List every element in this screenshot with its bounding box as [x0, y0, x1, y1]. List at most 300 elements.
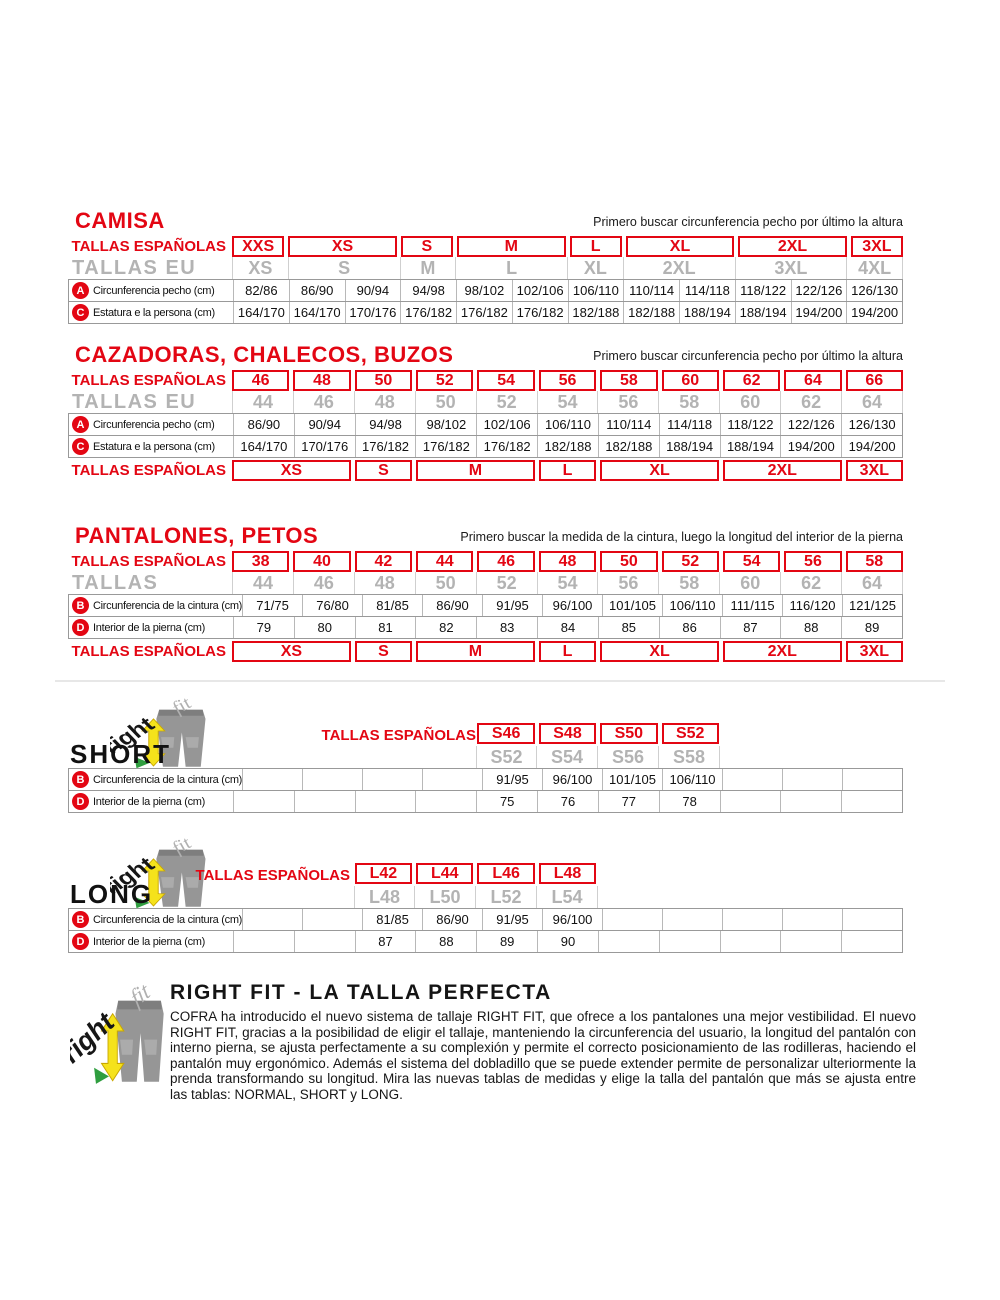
size-cell-es: 50 [600, 551, 657, 572]
value-cell [720, 931, 781, 952]
badge-d-icon: D [72, 793, 89, 810]
size-cell-eu: 60 [720, 572, 781, 594]
row-label-text: Interior de la pierna (cm) [93, 621, 206, 634]
value-cell [842, 909, 902, 930]
size-cell-es: XXS [232, 236, 284, 257]
value-cell [302, 909, 362, 930]
value-cell: 87 [355, 931, 416, 952]
value-cell [422, 769, 482, 790]
badge-a-icon: A [72, 416, 89, 433]
row-label-text: Circunferencia pecho (cm) [93, 284, 215, 297]
values-row [233, 436, 902, 457]
camisa-title: CAMISA [75, 208, 165, 233]
size-cell-eu: 56 [598, 391, 659, 413]
row-label-text: Circunferencia pecho (cm) [93, 418, 215, 431]
camisa-eu-row [68, 257, 903, 279]
pantalones-eu-sizes [232, 572, 903, 594]
values-row [233, 414, 902, 435]
value-cell: 98/102 [415, 414, 476, 435]
section-divider [55, 680, 945, 682]
value-cell [233, 791, 294, 812]
size-cell-eu: 64 [842, 391, 903, 413]
size-cell-eu: M [401, 257, 457, 279]
section-short [0, 695, 1000, 825]
size-cell-es: 56 [784, 551, 841, 572]
value-cell: 188/194 [659, 436, 720, 457]
row-label-text: Circunferencia de la cintura (cm) [93, 913, 243, 926]
value-cell [242, 769, 302, 790]
cazadoras-eu-row [68, 391, 903, 413]
pantalones-es-sizes [232, 551, 903, 572]
cazadoras-eu-label: TALLAS EU [72, 391, 197, 413]
short-word: SHORT [70, 739, 171, 769]
value-cell: 122/126 [780, 414, 841, 435]
value-cell: 80 [294, 617, 355, 638]
size-cell-letter: 2XL [723, 641, 842, 662]
value-cell: 114/118 [659, 414, 720, 435]
size-cell-long: L42 [355, 863, 412, 884]
size-cell-es: L [570, 236, 622, 257]
value-cell: 194/200 [841, 436, 902, 457]
row-label [69, 414, 233, 435]
table-row [69, 595, 902, 616]
value-cell: 182/188 [568, 302, 624, 323]
value-cell: 91/95 [482, 909, 542, 930]
row-label [69, 436, 233, 457]
value-cell: 91/95 [482, 595, 542, 616]
rightfit-paragraph: COFRA ha introducido el nuevo sistema de tallaje RIGHT FIT, que ofrece a los pantalones una mejor vestibilidad. El nuevo RIGHT FIT, gracias a la posibilidad de eligir el tallaje, manteniendo la circunferencia del usuario, la longitud del pantalón con interno pierna, se ajusta perfectamente a su complexión y permite el correcto posicionamiento de las rodilleras, haciendo el pantalón muy ergonómico. Además el sistema del dobladillo que se puede extender permite de personalizar ulteriormente la prenda transformando su longitud. Mira las nuevas tablas de medidas y elige la talla del pantalón que más se ajusta entre las tablas: NORMAL, SHORT y LONG. [170, 1009, 916, 1102]
camisa-databox [68, 279, 903, 324]
row-label [69, 791, 233, 812]
size-cell-es: S [401, 236, 453, 257]
value-cell: 88 [415, 931, 476, 952]
size-cell-long-eu: L52 [476, 886, 537, 908]
size-cell-es: 52 [662, 551, 719, 572]
size-cell-letter: S [355, 641, 412, 662]
camisa-eu-label: TALLAS EU [72, 257, 197, 279]
badge-c-icon: C [72, 438, 89, 455]
camisa-es-sizes [232, 236, 903, 257]
row-label-text: Interior de la pierna (cm) [93, 935, 206, 948]
long-word: LONG [70, 879, 154, 909]
value-cell: 164/170 [289, 302, 345, 323]
camisa-es-label: TALLAS ESPAÑOLAS [71, 238, 226, 255]
rightfit-heading: RIGHT FIT - LA TALLA PERFECTA [170, 981, 552, 1004]
value-cell [294, 791, 355, 812]
badge-b-icon: B [72, 911, 89, 928]
value-cell: 118/122 [735, 280, 791, 301]
size-cell-eu: 44 [233, 572, 294, 594]
value-cell: 82/86 [233, 280, 289, 301]
cazadoras-databox [68, 413, 903, 458]
row-label [69, 302, 233, 323]
value-cell: 188/194 [735, 302, 791, 323]
value-cell: 89 [841, 617, 902, 638]
value-cell: 90/94 [345, 280, 401, 301]
size-cell-eu: 64 [842, 572, 903, 594]
value-cell [415, 791, 476, 812]
row-label [69, 280, 233, 301]
value-cell [294, 931, 355, 952]
value-cell: 87 [720, 617, 781, 638]
badge-a-icon: A [72, 282, 89, 299]
value-cell [780, 791, 841, 812]
value-cell: 176/182 [400, 302, 456, 323]
size-cell-letter: XL [600, 460, 719, 481]
value-cell: 182/188 [537, 436, 598, 457]
value-cell: 106/110 [662, 769, 722, 790]
pantalones-titlebar [0, 523, 1000, 551]
value-cell: 176/182 [456, 302, 512, 323]
value-cell: 102/106 [512, 280, 568, 301]
size-cell-eu: 4XL [847, 257, 903, 279]
row-label [69, 617, 233, 638]
cazadoras-subtitle: Primero buscar circunferencia pecho por último la altura [593, 349, 903, 363]
value-cell: 170/176 [345, 302, 401, 323]
size-cell-eu: 50 [416, 572, 477, 594]
value-cell: 83 [476, 617, 537, 638]
value-cell: 75 [476, 791, 537, 812]
value-cell: 106/110 [568, 280, 624, 301]
value-cell: 188/194 [679, 302, 735, 323]
cazadoras-titlebar [0, 342, 1000, 370]
value-cell: 188/194 [720, 436, 781, 457]
size-cell-short-eu: S58 [659, 746, 720, 768]
value-cell [659, 931, 720, 952]
size-cell-eu: XL [568, 257, 624, 279]
size-cell-letter: L [539, 641, 596, 662]
values-row [242, 769, 902, 790]
size-cell-eu: 58 [659, 572, 720, 594]
value-cell: 114/118 [679, 280, 735, 301]
size-cell-letter: 3XL [846, 460, 903, 481]
row-label-text: Estatura e la persona (cm) [93, 440, 215, 453]
size-cell-eu: 44 [233, 391, 294, 413]
size-cell-es: 62 [723, 370, 780, 391]
values-row [233, 617, 902, 638]
size-cell-eu: 48 [355, 391, 416, 413]
cazadoras-es-row [68, 370, 903, 391]
size-cell-eu: 58 [659, 391, 720, 413]
table-row [69, 414, 902, 435]
value-cell: 84 [537, 617, 598, 638]
value-cell [841, 791, 902, 812]
cazadoras-bottom-label: TALLAS ESPAÑOLAS [71, 462, 226, 479]
value-cell: 170/176 [294, 436, 355, 457]
camisa-titlebar [0, 208, 1000, 236]
badge-d-icon: D [72, 933, 89, 950]
value-cell: 118/122 [720, 414, 781, 435]
value-cell: 194/200 [846, 302, 902, 323]
values-row [242, 909, 902, 930]
value-cell: 121/125 [842, 595, 902, 616]
value-cell: 102/106 [476, 414, 537, 435]
value-cell [242, 909, 302, 930]
row-label-text: Circunferencia de la cintura (cm) [93, 599, 243, 612]
cazadoras-es-sizes [232, 370, 903, 391]
badge-b-icon: B [72, 597, 89, 614]
camisa-es-row [68, 236, 903, 257]
cazadoras-bottom-sizes [232, 460, 903, 481]
value-cell: 176/182 [512, 302, 568, 323]
value-cell: 91/95 [482, 769, 542, 790]
size-cell-letter: XL [600, 641, 719, 662]
size-cell-short-eu: S54 [537, 746, 598, 768]
value-cell: 164/170 [233, 302, 289, 323]
size-cell-es: 40 [293, 551, 350, 572]
row-label-text: Interior de la pierna (cm) [93, 795, 206, 808]
size-cell-eu: 50 [416, 391, 477, 413]
long-gray-sizes [232, 886, 903, 908]
values-row [233, 931, 902, 952]
value-cell: 82 [415, 617, 476, 638]
size-cell-eu: 2XL [624, 257, 736, 279]
badge-d-icon: D [72, 619, 89, 636]
size-cell-es: 54 [723, 551, 780, 572]
row-label [69, 931, 233, 952]
badge-c-icon: C [72, 304, 89, 321]
value-cell: 81/85 [362, 595, 422, 616]
value-cell: 76 [537, 791, 598, 812]
value-cell [233, 931, 294, 952]
cazadoras-title: CAZADORAS, CHALECOS, BUZOS [75, 342, 454, 367]
value-cell: 122/126 [791, 280, 847, 301]
value-cell [720, 791, 781, 812]
size-cell-eu: 46 [294, 572, 355, 594]
size-cell-long-eu: L54 [537, 886, 598, 908]
size-cell-letter: XS [232, 641, 351, 662]
value-cell: 79 [233, 617, 294, 638]
table-row [69, 930, 902, 952]
value-cell: 90/94 [294, 414, 355, 435]
value-cell: 77 [598, 791, 659, 812]
size-cell-long-eu: L48 [354, 886, 415, 908]
pantalones-eu-row [68, 572, 903, 594]
value-cell: 94/98 [400, 280, 456, 301]
row-label [69, 595, 242, 616]
table-row [69, 616, 902, 638]
value-cell: 176/182 [415, 436, 476, 457]
size-cell-es: XL [626, 236, 735, 257]
table-row [69, 435, 902, 457]
value-cell: 176/182 [355, 436, 416, 457]
row-label [69, 909, 242, 930]
value-cell: 81 [355, 617, 416, 638]
short-red-sizes [232, 723, 903, 744]
size-cell-eu: L [456, 257, 568, 279]
size-cell-eu: 54 [538, 572, 599, 594]
value-cell: 86/90 [422, 595, 482, 616]
size-cell-es: M [457, 236, 566, 257]
row-label-text: Circunferencia de la cintura (cm) [93, 773, 243, 786]
value-cell: 101/105 [602, 769, 662, 790]
value-cell: 96/100 [542, 909, 602, 930]
value-cell: 76/80 [302, 595, 362, 616]
size-cell-es: 2XL [738, 236, 847, 257]
value-cell: 86/90 [422, 909, 482, 930]
size-cell-es: 48 [293, 370, 350, 391]
size-cell-es: 46 [232, 370, 289, 391]
value-cell: 106/110 [662, 595, 722, 616]
pantalones-subtitle: Primero buscar la medida de la cintura, luego la longitud del interior de la pierna [460, 530, 903, 544]
size-cell-short: S46 [477, 723, 534, 744]
value-cell [780, 931, 841, 952]
size-cell-es: 38 [232, 551, 289, 572]
value-cell: 94/98 [355, 414, 416, 435]
table-row [69, 790, 902, 812]
long-red-sizes [232, 863, 903, 884]
value-cell: 182/188 [623, 302, 679, 323]
rightfit-logo-icon [70, 977, 172, 1085]
pantalones-eu-label: TALLAS [72, 572, 159, 594]
size-cell-eu: 52 [477, 572, 538, 594]
pantalones-bottom-sizes [232, 641, 903, 662]
size-cell-es: 58 [846, 551, 903, 572]
section-cazadoras [0, 342, 1000, 481]
value-cell: 71/75 [242, 595, 302, 616]
value-cell [782, 909, 842, 930]
size-cell-eu: 3XL [736, 257, 848, 279]
size-cell-eu: 62 [781, 572, 842, 594]
size-cell-letter: 2XL [723, 460, 842, 481]
size-cell-long: L48 [539, 863, 596, 884]
size-cell-letter: 3XL [846, 641, 903, 662]
value-cell: 101/105 [602, 595, 662, 616]
short-gray-sizes [232, 746, 903, 768]
value-cell [662, 909, 722, 930]
size-cell-letter: XS [232, 460, 351, 481]
pantalones-bottom-row [68, 641, 903, 662]
row-label [69, 769, 242, 790]
short-databox [68, 768, 903, 813]
value-cell: 86/90 [289, 280, 345, 301]
value-cell: 89 [476, 931, 537, 952]
value-cell: 86 [659, 617, 720, 638]
values-row [233, 280, 902, 301]
badge-b-icon: B [72, 771, 89, 788]
section-camisa [0, 208, 1000, 324]
values-row [242, 595, 902, 616]
table-row [69, 769, 902, 790]
size-cell-letter: L [539, 460, 596, 481]
values-row [233, 791, 902, 812]
pantalones-es-label: TALLAS ESPAÑOLAS [71, 553, 226, 570]
row-label-text: Estatura e la persona (cm) [93, 306, 215, 319]
size-cell-short-eu: S52 [476, 746, 537, 768]
size-cell-eu: 52 [477, 391, 538, 413]
size-cell-es: 64 [784, 370, 841, 391]
size-cell-es: 66 [846, 370, 903, 391]
value-cell [722, 769, 782, 790]
size-cell-eu: 54 [538, 391, 599, 413]
value-cell: 116/120 [782, 595, 842, 616]
value-cell: 90 [537, 931, 598, 952]
value-cell: 110/114 [598, 414, 659, 435]
value-cell: 126/130 [841, 414, 902, 435]
long-es-label: TALLAS ESPAÑOLAS [195, 867, 350, 884]
size-cell-es: 56 [539, 370, 596, 391]
size-cell-es: 58 [600, 370, 657, 391]
size-cell-es: 48 [539, 551, 596, 572]
size-cell-long: L44 [416, 863, 473, 884]
table-row [69, 301, 902, 323]
size-cell-eu: 48 [355, 572, 416, 594]
value-cell: 111/115 [722, 595, 782, 616]
value-cell: 88 [780, 617, 841, 638]
camisa-eu-sizes [232, 257, 903, 279]
size-cell-eu: 60 [720, 391, 781, 413]
value-cell [722, 909, 782, 930]
value-cell: 98/102 [456, 280, 512, 301]
table-row [69, 909, 902, 930]
pantalones-es-row [68, 551, 903, 572]
value-cell [602, 909, 662, 930]
value-cell: 126/130 [846, 280, 902, 301]
table-row [69, 280, 902, 301]
size-cell-long: L46 [477, 863, 534, 884]
pantalones-bottom-label: TALLAS ESPAÑOLAS [71, 643, 226, 660]
size-cell-short: S50 [600, 723, 657, 744]
pantalones-databox [68, 594, 903, 639]
value-cell: 78 [659, 791, 720, 812]
size-cell-eu: 46 [294, 391, 355, 413]
value-cell: 164/170 [233, 436, 294, 457]
value-cell: 194/200 [791, 302, 847, 323]
values-row [233, 302, 902, 323]
value-cell: 86/90 [233, 414, 294, 435]
pantalones-title: PANTALONES, PETOS [75, 523, 319, 548]
value-cell: 182/188 [598, 436, 659, 457]
value-cell [362, 769, 422, 790]
size-cell-long-eu: L50 [415, 886, 476, 908]
size-cell-es: 52 [416, 370, 473, 391]
size-cell-es: 46 [477, 551, 534, 572]
cazadoras-es-label: TALLAS ESPAÑOLAS [71, 372, 226, 389]
size-cell-eu: XS [233, 257, 289, 279]
value-cell [842, 769, 902, 790]
size-cell-es: XS [288, 236, 397, 257]
long-databox [68, 908, 903, 953]
value-cell: 85 [598, 617, 659, 638]
value-cell: 81/85 [362, 909, 422, 930]
section-pantalones [0, 523, 1000, 662]
size-cell-es: 3XL [851, 236, 903, 257]
camisa-subtitle: Primero buscar circunferencia pecho por último la altura [593, 215, 903, 229]
cazadoras-bottom-row [68, 460, 903, 481]
size-cell-letter: M [416, 641, 535, 662]
value-cell: 96/100 [542, 769, 602, 790]
size-cell-short-eu: S56 [598, 746, 659, 768]
size-cell-es: 42 [355, 551, 412, 572]
section-rightfit [0, 975, 1000, 1105]
size-cell-es: 50 [355, 370, 412, 391]
section-long [0, 835, 1000, 965]
value-cell: 110/114 [623, 280, 679, 301]
value-cell: 96/100 [542, 595, 602, 616]
value-cell [782, 769, 842, 790]
size-cell-es: 60 [662, 370, 719, 391]
cazadoras-eu-sizes [232, 391, 903, 413]
value-cell [598, 931, 659, 952]
size-cell-short: S52 [662, 723, 719, 744]
size-cell-eu: 62 [781, 391, 842, 413]
value-cell: 194/200 [780, 436, 841, 457]
size-cell-eu: S [289, 257, 401, 279]
value-cell: 106/110 [537, 414, 598, 435]
short-es-label: TALLAS ESPAÑOLAS [321, 727, 476, 744]
value-cell: 176/182 [476, 436, 537, 457]
size-cell-short: S48 [539, 723, 596, 744]
